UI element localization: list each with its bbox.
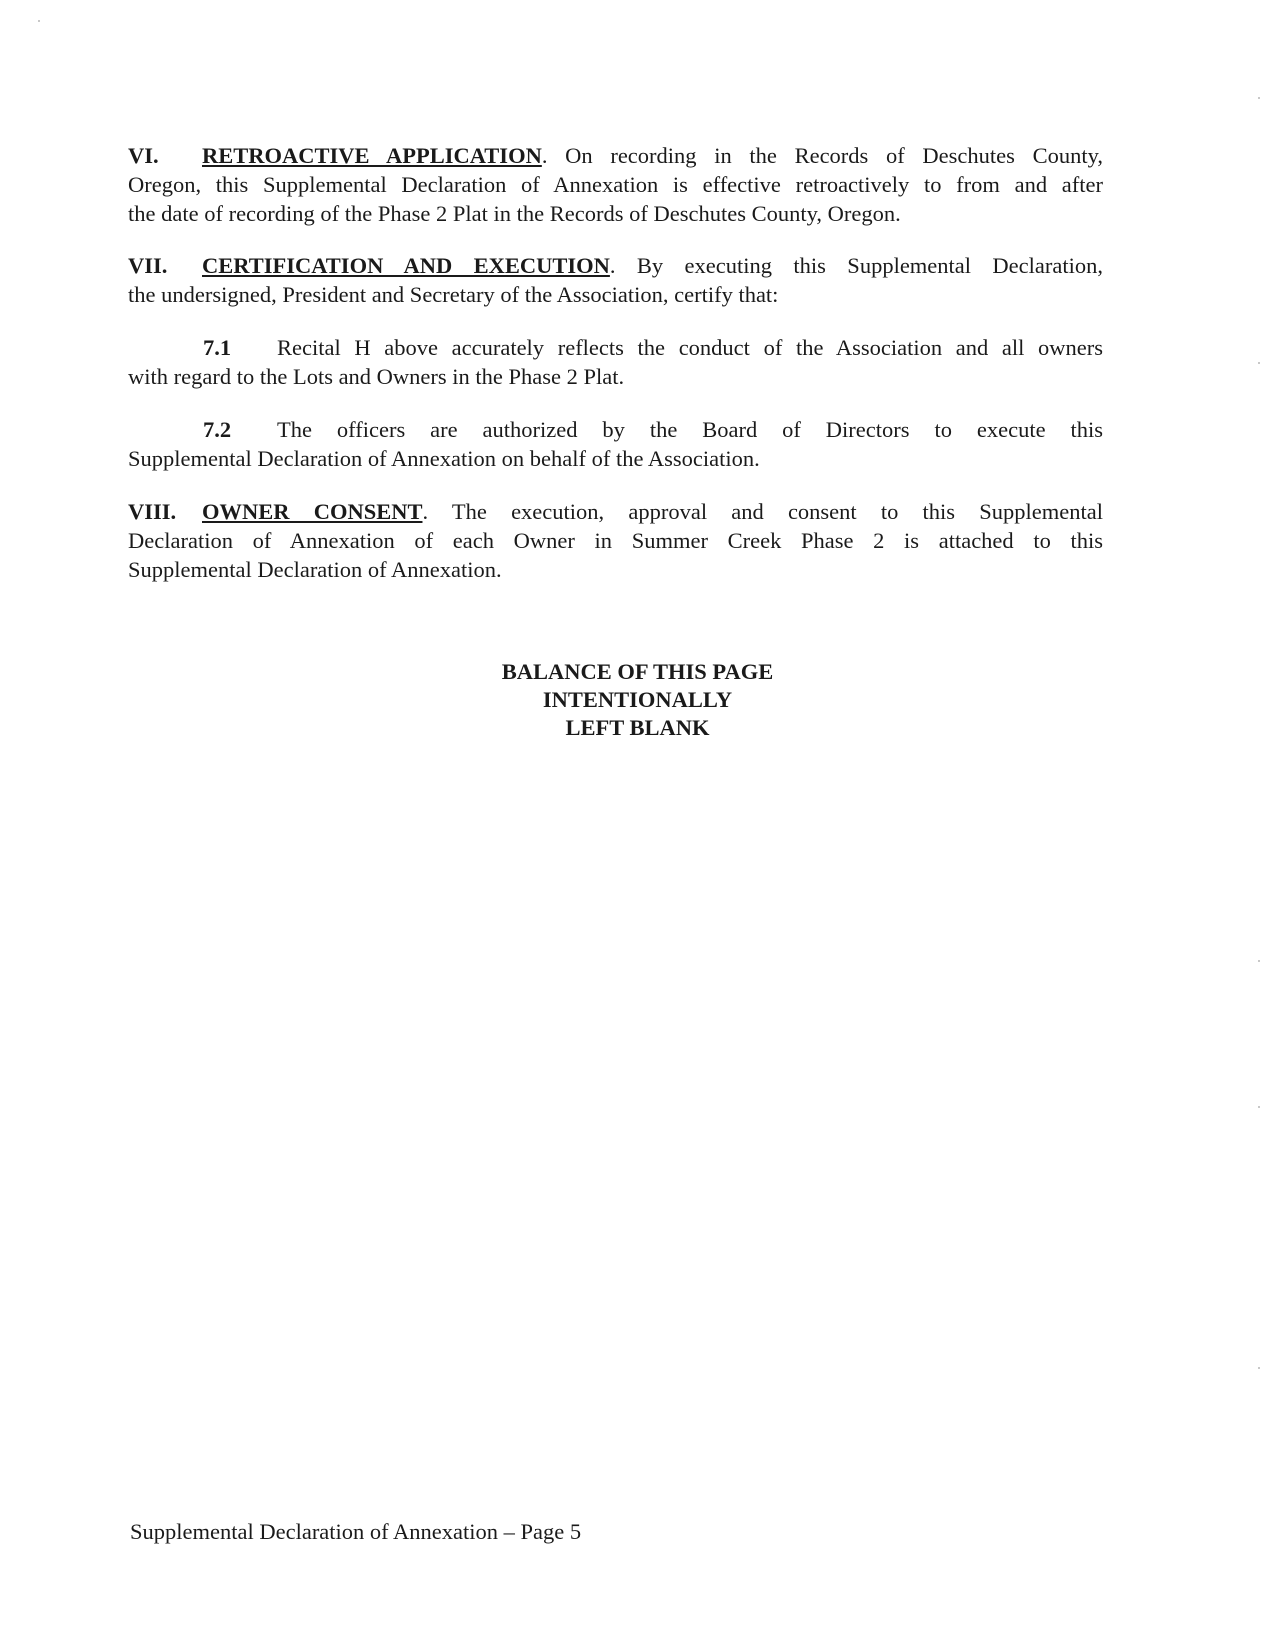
scan-speck bbox=[1258, 1367, 1260, 1369]
section-viii-number: VIII. bbox=[128, 499, 177, 524]
subsection-7-2-line-2: Supplemental Declaration of Annexation on behalf of the Association. bbox=[128, 446, 760, 471]
section-vii-line-1 bbox=[128, 251, 1103, 280]
subsection-7-1 bbox=[128, 333, 1103, 391]
section-vii bbox=[128, 251, 1103, 309]
section-vi-line-3: the date of recording of the Phase 2 Plat in the Records of Deschutes County, Oregon. bbox=[128, 201, 901, 226]
section-vii-heading: CERTIFICATION AND EXECUTION bbox=[202, 253, 610, 278]
scan-speck bbox=[1258, 960, 1260, 962]
section-vii-line1-text: . By executing this Supplemental Declaration, bbox=[609, 253, 1103, 278]
page-footer: Supplemental Declaration of Annexation – Page 5 bbox=[130, 1519, 582, 1544]
blank-notice-line-1: BALANCE OF THIS PAGE bbox=[501, 659, 774, 684]
section-viii-line1-text: . The execution, approval and consent to this Supplemental bbox=[422, 499, 1103, 524]
section-vi-line1-text: . On recording in the Records of Deschutes County, bbox=[541, 143, 1103, 168]
section-vi bbox=[128, 141, 1103, 228]
subsection-7-1-line-1 bbox=[128, 333, 1103, 362]
section-vi-line-2: Oregon, this Supplemental Declaration of Annexation is effective retroactively to from and after bbox=[128, 172, 1103, 197]
blank-page-notice bbox=[0, 658, 1275, 742]
section-viii bbox=[128, 497, 1103, 584]
subsection-7-2-number: 7.2 bbox=[203, 417, 232, 442]
section-viii-heading: OWNER CONSENT bbox=[202, 499, 423, 524]
section-vii-line-2: the undersigned, President and Secretary of the Association, certify that: bbox=[128, 282, 779, 307]
scan-speck bbox=[1258, 97, 1260, 99]
blank-notice-line-2: INTENTIONALLY bbox=[542, 687, 733, 712]
subsection-7-1-number: 7.1 bbox=[203, 335, 232, 360]
subsection-7-2-line1-text: The officers are authorized by the Board of Directors to execute this bbox=[277, 417, 1103, 442]
section-vi-heading: RETROACTIVE APPLICATION bbox=[202, 143, 542, 168]
section-viii-line-2: Declaration of Annexation of each Owner in Summer Creek Phase 2 is attached to this bbox=[128, 528, 1103, 553]
section-viii-line-1 bbox=[128, 497, 1103, 526]
section-vi-line-1 bbox=[128, 141, 1103, 170]
subsection-7-1-line-2: with regard to the Lots and Owners in the Phase 2 Plat. bbox=[128, 364, 625, 389]
scan-speck bbox=[38, 20, 40, 22]
section-vi-number: VI. bbox=[128, 143, 159, 168]
subsection-7-1-line1-text: Recital H above accurately reflects the conduct of the Association and all owners bbox=[277, 335, 1103, 360]
section-viii-line-3: Supplemental Declaration of Annexation. bbox=[128, 557, 502, 582]
scan-speck bbox=[1258, 362, 1260, 364]
scan-speck bbox=[1258, 1106, 1260, 1108]
subsection-7-2-line-1 bbox=[128, 415, 1103, 444]
section-vii-number: VII. bbox=[128, 253, 168, 278]
subsection-7-2 bbox=[128, 415, 1103, 473]
blank-notice-line-3: LEFT BLANK bbox=[565, 715, 710, 740]
